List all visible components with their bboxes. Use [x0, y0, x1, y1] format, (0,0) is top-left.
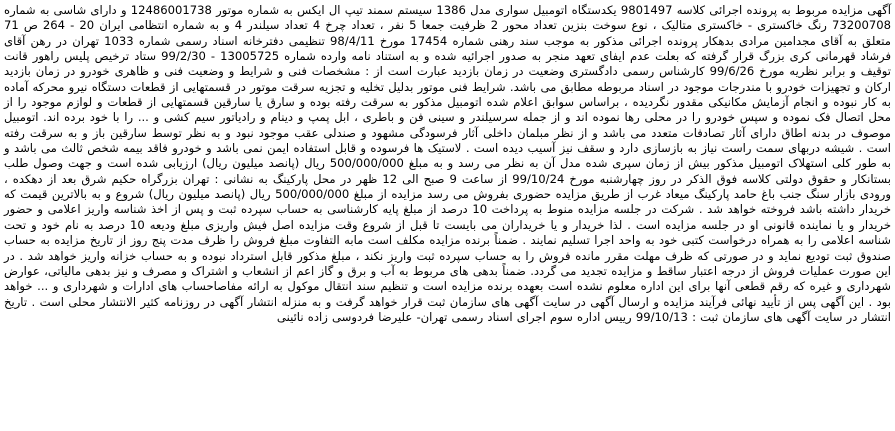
auction-notice-text: آگهی مزایده مربوط به پرونده اجرائی کلاسه 9801497 یکدستگاه اتومبیل سواری مدل 1386 سیستم سمند تیپ ال ایکس به شماره موتور 12486001738 و دارای شاسی به شماره 73200708 رنگ خاکستری - خاکستری متالیک ، نوع سوخت بنزین تعداد محور 2 ظرفیت جمعا 5 نفر ، تعداد چرخ 4 تعداد سیلندر 4 و به شماره انتظامی ایران 20 - 264 ص 71 متعلق به آقای مجدامین مرادی بدهکار پرونده اجرائی مذکور به موجب سند رهنی شماره 17454 مورخ 98/4/11 تنظیمی دفترخانه اسناد رسمی شماره 1033 تهران در رهن آقای فرشاد قهرمانی کری بزرگ قرار گرفته که بعلت عدم ایفای تعهد منجر به صدور اجرائیه شده و به استناد نامه وارده شماره 13005725 - 99/2/30 ستاد ترخیص پلیس راهور قانت توقیف و برابر نظریه مورخ 99/6/26 کارشناس رسمی دادگستری وضعیت در زمان بازدید عبارت است از : مشخصات فنی و شرایط و وضعیت فنی و ظاهری خودرو در زمان بازدید ارکان و تجهیزات خودرو با مندرجات موجود در اسناد مربوطه مطابق می باشد. شرایط فنی موتور بدلیل تخلیه و تجزیه سرقت موتور در قسمتهایی از قطعات دستگاه نیرو محرکه آماده به کار نبوده و انجام آزمایش مکانیکی مقدور نگردیده ، براساس سوابق اعلام شده اتومبیل مذکور به سرقت رفته بوده و سارق یا سارقین قسمتهایی از قطعات و لوازم موجود را از محل اتصال فک نموده و سپس خودرو را در محلی رها نموده اند و از جمله سرسیلندر و سینی فن و باطری ، ابل پمپ و دینام و رادیاتور سیم کشی و ... را با خود برده اند. اتومبیل موصوف در بدنه اطاق دارای آثار تصادفات متعدد می باشد و از نظر مبلمان داخلی آثار فرسودگی مشهود و صندلی عقب موجود نبود و به نظر توسط سارقین باز و به سرقت رفته است . شیشه دربهای سمت راست نیاز به بازسازی دارد و سقف نیز آسیب دیده است . لاستیک ها فرسوده و قابل استفاده ایمن نمی باشد و خودرو فاقد بیمه شخص ثالث می باشد و به طور کلی استهلاک اتومبیل مذکور بیش از زمان سپری شده مدل آن به نظر می رسد و به مبلغ 500/000/000 ریال (پانصد میلیون ریال) ارزیابی شده است و جهت وصول طلب بستانکار و حقوق دولتی کلاسه فوق الذکر در روز چهارشنبه مورخ 99/10/24 از ساعت 9 صبح الی 12 ظهر در محل پارکینگ به نشانی : تهران بزرگراه حکیم شرق بعد از دهکده ، ورودی بازار سنگ جنب باغ حامد پارکینگ میعاد غرب از طریق مزایده حضوری بفروش می رسد مزایده از مبلغ 500/000/000 ریال (پانصد میلیون ریال) شروع و به بالاترین قیمت که خریدار داشته باشد فروخته خواهد شد . شرکت در جلسه مزایده منوط به پرداخت 10 درصد از مبلغ پایه کارشناسی به حساب سپرده ثبت و پس از اخذ شناسه واریز اعلامی و حضور خریدار و یا نماینده قانونی او در جلسه مزایده است . لذا خریدار و یا خریداران می بایست تا قبل از شروع وقت مزایده اصل فیش واریزی مبلغ ودیعه 10 درصد به نام خود و تحت شناسه اعلامی را به همراه درخواست کتبی خود به واحد اجرا تسلیم نمایند . ضمناً برنده مزایده مکلف است مابه التفاوت مبلغ فروش را ظرف مدت پنج روز از تاریخ مزایده به حساب صندوق ثبت تودیع نماید و در صورتی که ظرف مهلت مقرر مانده فروش را به حساب سپرده ثبت واریز نکند ، مبلغ مذکور قابل استرداد نبوده و به حساب خزانه واریز خواهد شد . در این صورت عملیات فروش از درجه اعتبار ساقط و مزایده تجدید می گردد. ضمناً بدهی های مربوط به آب و برق و گاز اعم از انشعاب و اشتراک و مصرف و نیز بدهی مالیاتی، عوارض شهرداری و غیره که رقم قطعی آنها برای این اداره معلوم نشده است بعهده برنده مزایده است و تنظیم سند انتقال موکول به ارائه مفاصاحساب های ادارات و شهرداری و ... خواهد بود . این آگهی پس از تأیید نهائی فرآیند مزایده و ارسال آگهی در سایت آگهی های سازمان ثبت قرار خواهد گرفت و به منزله انتشار آگهی در روزنامه کثیر الانتشار محلی است . تاریخ انتشار در سایت آگهی های سازمان ثبت : 99/10/13 رییس اداره سوم اجرای اسناد رسمی تهران- علیرضا فردوسی زاده نائینی [4, 3, 891, 324]
auction-notice [4, 3, 891, 325]
